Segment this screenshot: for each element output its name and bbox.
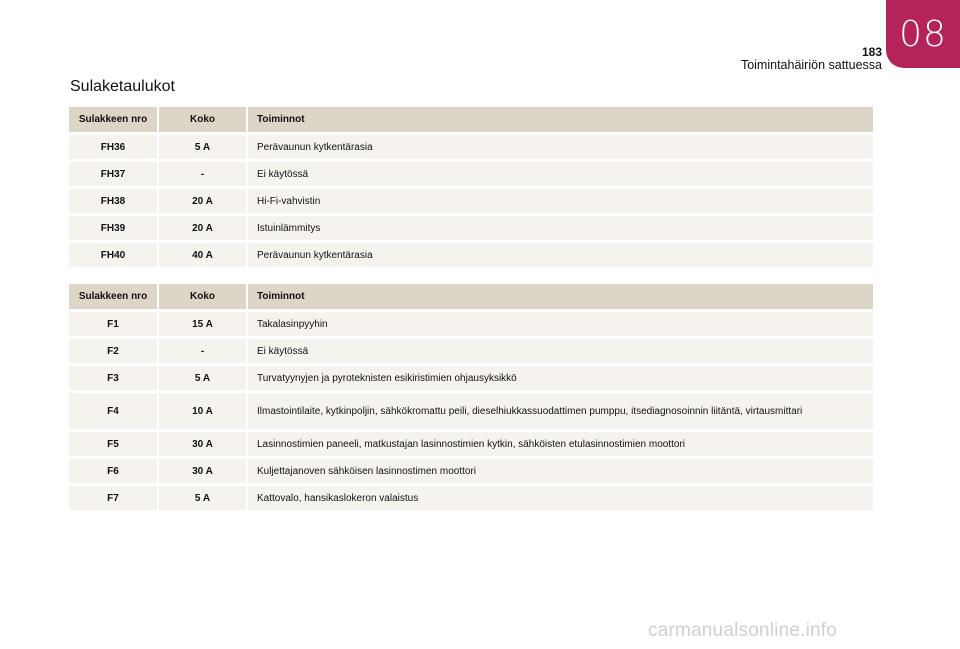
- fuse-size: -: [158, 161, 247, 188]
- fuse-size: 20 A: [158, 215, 247, 242]
- fuse-function: Kattovalo, hansikaslokeron valaistus: [247, 485, 873, 511]
- page-number: 183: [861, 45, 882, 59]
- fuse-size: 30 A: [158, 431, 247, 458]
- fuse-number: FH37: [69, 161, 158, 188]
- fuse-size: 15 A: [158, 311, 247, 338]
- table-row: [69, 188, 873, 215]
- fuse-function: Ei käytössä: [247, 338, 873, 365]
- table-row: [69, 161, 873, 188]
- table-row: [69, 365, 873, 392]
- fuse-size: 10 A: [158, 392, 247, 431]
- fuse-size: 20 A: [158, 188, 247, 215]
- column-header-size: Koko: [158, 284, 247, 311]
- fuse-function: Perävaunun kytkentärasia: [247, 134, 873, 161]
- fuse-table-1: [69, 107, 873, 267]
- column-header-fuse-number: Sulakkeen nro: [69, 284, 158, 311]
- chapter-title: Toimintahäiriön sattuessa: [740, 58, 882, 72]
- fuse-function: Lasinnostimien paneeli, matkustajan lasinnostimien kytkin, sähköisten etulasinnostimien moottori: [247, 431, 873, 458]
- table-header-row: [69, 107, 873, 134]
- fuse-size: 5 A: [158, 365, 247, 392]
- fuse-table-2: [69, 284, 873, 510]
- fuse-function: Hi-Fi-vahvistin: [247, 188, 873, 215]
- fuse-function: Ilmastointilaite, kytkinpoljin, sähkökromattu peili, dieselhiukkassuodattimen pumppu, itsediagnosoinnin liitäntä, virtausmittari: [247, 392, 873, 431]
- fuse-size: -: [158, 338, 247, 365]
- column-header-fuse-number: Sulakkeen nro: [69, 107, 158, 134]
- fuse-function: Turvatyynyjen ja pyroteknisten esikiristimien ohjausyksikkö: [247, 365, 873, 392]
- fuse-function: Istuinlämmitys: [247, 215, 873, 242]
- table-row: [69, 215, 873, 242]
- column-header-functions: Toiminnot: [247, 107, 873, 134]
- fuse-number: FH39: [69, 215, 158, 242]
- table-row: [69, 134, 873, 161]
- fuse-number: F5: [69, 431, 158, 458]
- fuse-number: F3: [69, 365, 158, 392]
- chapter-number-tab: 08: [886, 0, 960, 68]
- fuse-function: Perävaunun kytkentärasia: [247, 242, 873, 268]
- fuse-size: 5 A: [158, 485, 247, 511]
- fuse-number: FH40: [69, 242, 158, 268]
- watermark: carmanualsonline.info: [648, 620, 838, 641]
- fuse-number: FH36: [69, 134, 158, 161]
- table-row: [69, 485, 873, 511]
- fuse-number: FH38: [69, 188, 158, 215]
- fuse-size: 5 A: [158, 134, 247, 161]
- fuse-function: Ei käytössä: [247, 161, 873, 188]
- section-title: Sulaketaulukot: [70, 78, 175, 95]
- fuse-number: F1: [69, 311, 158, 338]
- fuse-number: F2: [69, 338, 158, 365]
- table-header-row: [69, 284, 873, 311]
- table-row: [69, 431, 873, 458]
- fuse-size: 40 A: [158, 242, 247, 268]
- fuse-number: F4: [69, 392, 158, 431]
- column-header-size: Koko: [158, 107, 247, 134]
- column-header-functions: Toiminnot: [247, 284, 873, 311]
- table-row: [69, 458, 873, 485]
- fuse-function: Takalasinpyyhin: [247, 311, 873, 338]
- table-row: [69, 392, 873, 431]
- fuse-function: Kuljettajanoven sähköisen lasinnostimen moottori: [247, 458, 873, 485]
- table-row: [69, 338, 873, 365]
- fuse-number: F6: [69, 458, 158, 485]
- fuse-size: 30 A: [158, 458, 247, 485]
- fuse-number: F7: [69, 485, 158, 511]
- table-row: [69, 242, 873, 268]
- table-row: [69, 311, 873, 338]
